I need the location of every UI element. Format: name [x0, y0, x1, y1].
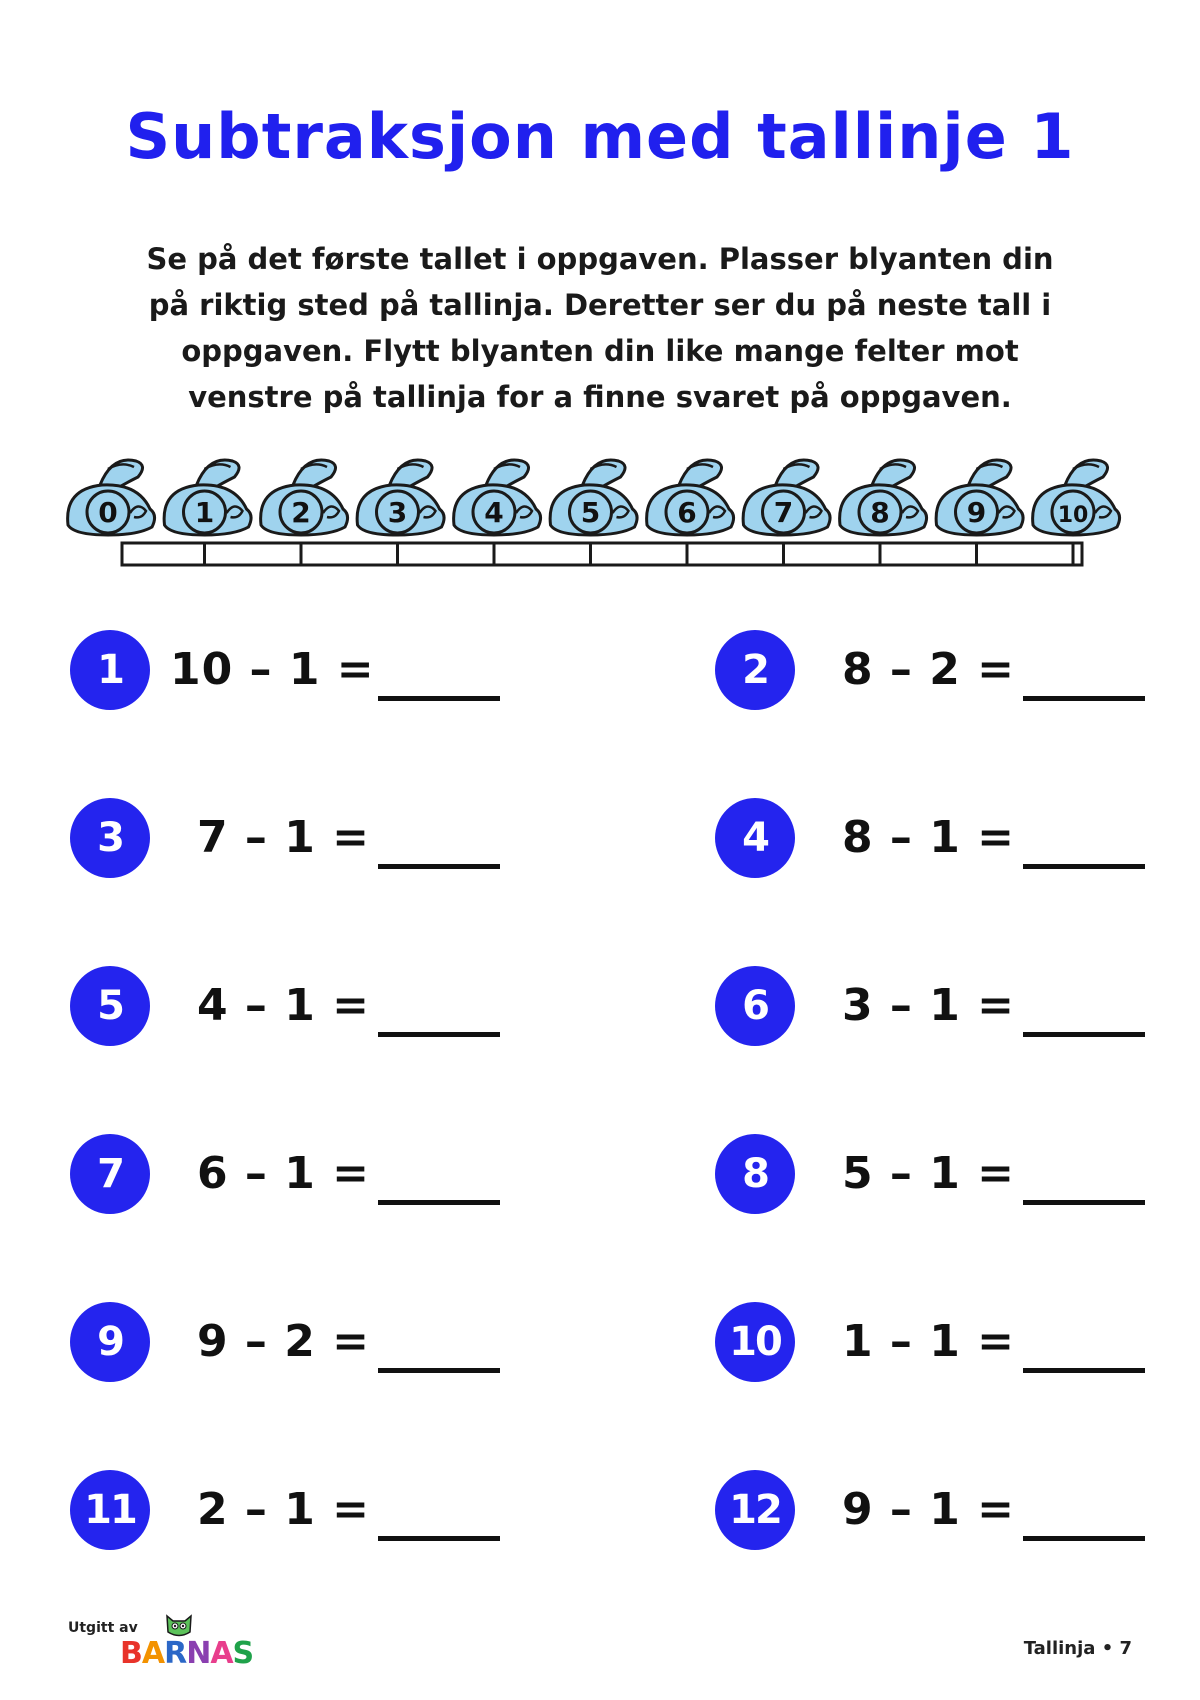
answer-blank[interactable] — [378, 696, 500, 701]
problem-item — [715, 630, 1155, 720]
publisher-letter: A — [141, 1636, 165, 1671]
rabbit-icon — [68, 460, 155, 535]
publisher-letter: N — [186, 1636, 211, 1671]
problem-expression: 9 – 1 = — [841, 1484, 1015, 1535]
rabbit-icon — [454, 460, 541, 535]
problem-number-badge: 6 — [715, 966, 795, 1046]
problem-number-badge: 5 — [70, 966, 150, 1046]
number-line-label: 0 — [98, 496, 118, 529]
answer-blank[interactable] — [378, 864, 500, 869]
publisher-prefix: Utgitt av — [68, 1620, 138, 1636]
number-line-label: 6 — [677, 496, 697, 529]
number-line-label: 10 — [1057, 503, 1089, 528]
problem-number-badge: 2 — [715, 630, 795, 710]
publisher-name — [120, 1636, 253, 1671]
number-line-label: 8 — [870, 496, 890, 529]
problem-expression: 6 – 1 = — [196, 1148, 370, 1199]
number-line-label: 2 — [291, 496, 311, 529]
rabbit-icon — [261, 460, 348, 535]
problem-item — [715, 798, 1155, 888]
problem-expression: 1 – 1 = — [841, 1316, 1015, 1367]
rabbit-icon — [550, 460, 637, 535]
problem-item — [70, 1302, 510, 1392]
problem-number-badge: 11 — [70, 1470, 150, 1550]
problem-item — [715, 1302, 1155, 1392]
problem-expression: 10 – 1 = — [170, 644, 375, 695]
answer-blank[interactable] — [378, 1368, 500, 1373]
problem-item — [715, 966, 1155, 1056]
rabbit-icon — [357, 460, 444, 535]
problem-expression: 2 – 1 = — [196, 1484, 370, 1535]
problem-number-badge: 10 — [715, 1302, 795, 1382]
rabbit-icon — [647, 460, 734, 535]
answer-blank[interactable] — [1023, 696, 1145, 701]
number-line-graphic — [60, 455, 1150, 585]
problem-item — [715, 1470, 1155, 1560]
answer-blank[interactable] — [1023, 1200, 1145, 1205]
rabbit-icon — [1033, 460, 1120, 535]
problem-expression: 7 – 1 = — [196, 812, 370, 863]
answer-blank[interactable] — [378, 1032, 500, 1037]
problem-expression: 3 – 1 = — [841, 980, 1015, 1031]
problem-item — [715, 1134, 1155, 1224]
publisher-letter: A — [210, 1636, 233, 1671]
problem-expression: 9 – 2 = — [196, 1316, 370, 1367]
number-line-label: 3 — [387, 496, 408, 529]
number-line-label: 1 — [194, 496, 215, 529]
rabbit-icon — [936, 460, 1023, 535]
problem-number-badge: 3 — [70, 798, 150, 878]
number-line-track — [122, 543, 1082, 565]
problem-expression: 8 – 1 = — [841, 812, 1015, 863]
mascot-icon — [164, 1612, 194, 1638]
problem-number-badge: 8 — [715, 1134, 795, 1214]
problem-number-badge: 1 — [70, 630, 150, 710]
problem-item — [70, 966, 510, 1056]
answer-blank[interactable] — [378, 1200, 500, 1205]
problem-number-badge: 9 — [70, 1302, 150, 1382]
answer-blank[interactable] — [1023, 864, 1145, 869]
publisher-logo — [68, 1612, 268, 1682]
number-line — [60, 455, 1150, 585]
answer-blank[interactable] — [1023, 1032, 1145, 1037]
answer-blank[interactable] — [1023, 1368, 1145, 1373]
number-line-label: 7 — [773, 496, 794, 529]
number-line-label: 5 — [580, 496, 601, 529]
problem-item — [70, 1134, 510, 1224]
rabbit-icon — [743, 460, 830, 535]
instructions-text: Se på det første tallet i oppgaven. Plasser blyanten din på riktig sted på tallinja. Deretter ser du på neste tall i oppgaven. Flytt blyanten din like mange felter mot venstre på tallinja for a finne svaret på oppgaven. — [146, 242, 1054, 414]
problem-item — [70, 798, 510, 888]
number-line-label: 9 — [966, 496, 987, 529]
page-label: Tallinja • 7 — [1023, 1638, 1132, 1659]
answer-blank[interactable] — [1023, 1536, 1145, 1541]
problem-expression: 8 – 2 = — [841, 644, 1015, 695]
rabbit-icon — [840, 460, 927, 535]
problem-expression: 5 – 1 = — [841, 1148, 1015, 1199]
rabbit-icon — [164, 460, 251, 535]
publisher-letter: S — [232, 1636, 254, 1671]
publisher-letter: B — [120, 1636, 142, 1671]
answer-blank[interactable] — [378, 1536, 500, 1541]
number-line-label: 4 — [484, 496, 504, 529]
problem-item — [70, 1470, 510, 1560]
publisher-letter: R — [164, 1636, 187, 1671]
problem-number-badge: 7 — [70, 1134, 150, 1214]
problem-item — [70, 630, 510, 720]
problem-expression: 4 – 1 = — [196, 980, 370, 1031]
problem-number-badge: 4 — [715, 798, 795, 878]
page-title: Subtraksjon med tallinje 1 — [125, 100, 1075, 173]
problem-number-badge: 12 — [715, 1470, 795, 1550]
